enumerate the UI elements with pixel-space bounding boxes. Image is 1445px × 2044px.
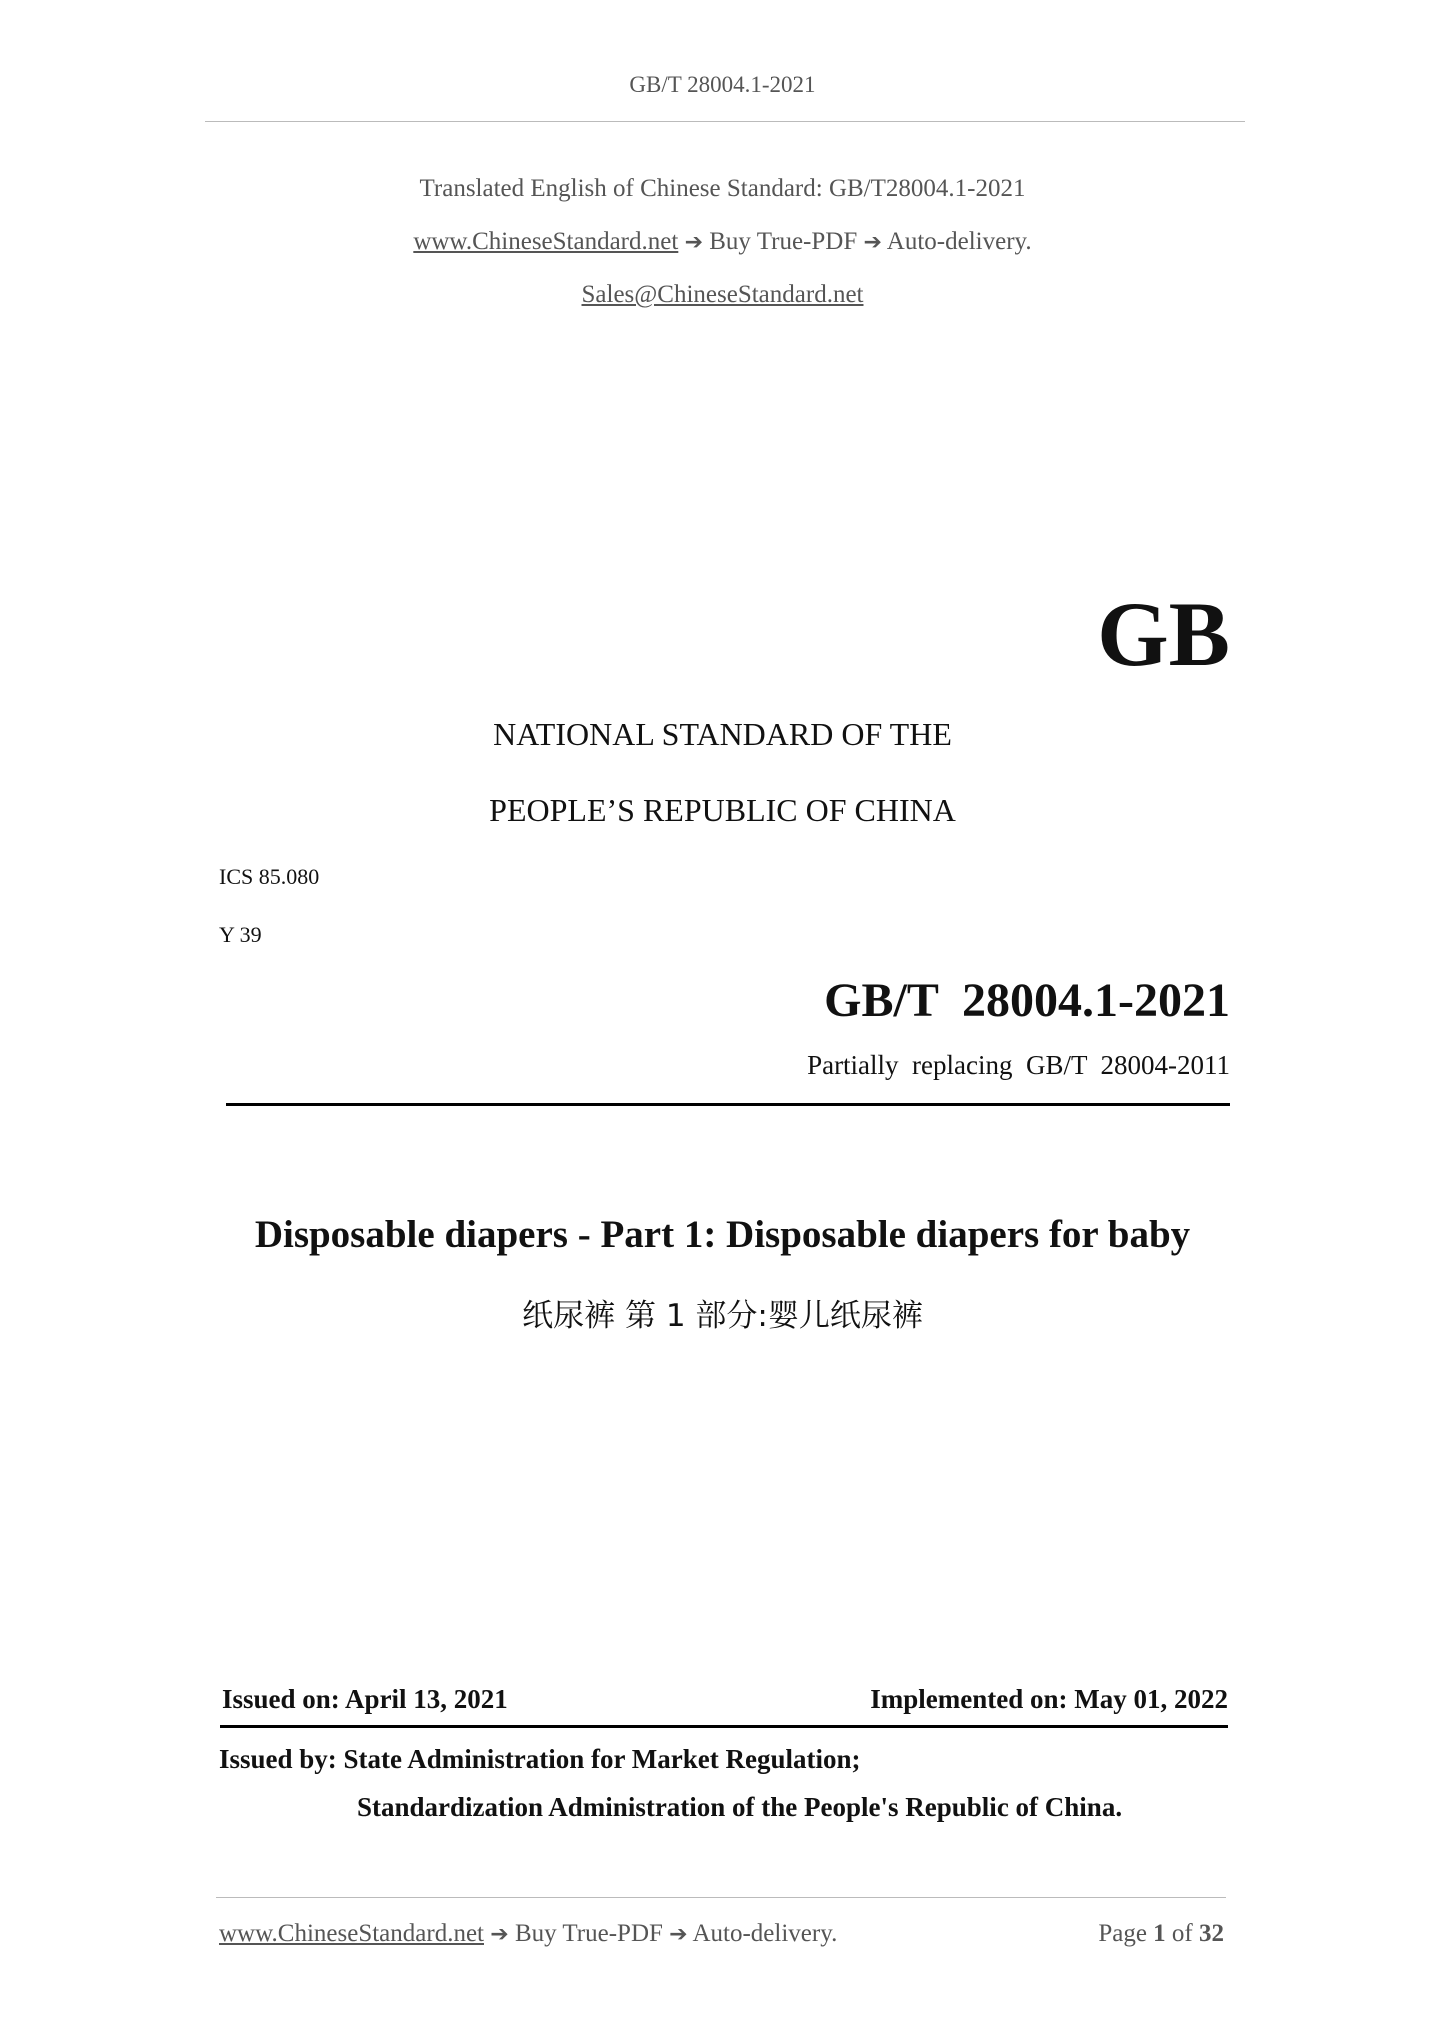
dates-thick-rule [220, 1725, 1228, 1728]
chinese-title: 纸尿裤 第 1 部分:婴儿纸尿裤 [522, 1298, 923, 1334]
banner-email-link[interactable]: Sales@ChineseStandard.net [581, 281, 864, 308]
issued-by-line1: Issued by: State Administration for Market Regulation; [219, 1744, 861, 1774]
footer-rule [216, 1897, 1226, 1898]
banner-email-line [0, 281, 1445, 309]
ics-code: ICS 85.080 [219, 864, 320, 889]
national-standard-line1: NATIONAL STANDARD OF THE [493, 716, 952, 752]
page-of: of [1171, 1920, 1193, 1947]
page-current: 1 [1153, 1920, 1166, 1947]
arrow-right-icon: ➔ [684, 230, 703, 255]
cover-thick-rule [226, 1103, 1230, 1106]
banner-buy-line [0, 228, 1445, 256]
running-header: GB/T 28004.1-2021 [629, 72, 816, 97]
banner-site-link[interactable]: www.ChineseStandard.net [413, 228, 679, 255]
footer-buy-text: Buy True-PDF [514, 1920, 663, 1947]
page-total: 32 [1199, 1920, 1224, 1947]
issued-on-date: Issued on: April 13, 2021 [222, 1684, 508, 1714]
banner-auto-text: Auto-delivery. [886, 228, 1032, 255]
arrow-right-icon: ➔ [863, 230, 882, 255]
ccs-code: Y 39 [219, 922, 262, 947]
banner-buy-text: Buy True-PDF [709, 228, 858, 255]
footer-buy-line [219, 1920, 837, 1948]
arrow-right-icon: ➔ [490, 1922, 509, 1947]
arrow-right-icon: ➔ [669, 1922, 688, 1947]
header-rule [205, 121, 1245, 122]
issued-by-line2: Standardization Administration of the People's Republic of China. [357, 1792, 1123, 1822]
footer-site-link[interactable]: www.ChineseStandard.net [219, 1920, 484, 1947]
national-standard-line2: PEOPLE’S REPUBLIC OF CHINA [489, 792, 956, 828]
english-title: Disposable diapers - Part 1: Disposable diapers for baby [254, 1213, 1191, 1256]
standard-number: GB/T 28004.1-2021 [824, 974, 1230, 1027]
replacing-note: Partially replacing GB/T 28004-2011 [807, 1050, 1230, 1080]
page-label: Page [1098, 1920, 1147, 1947]
footer-auto-text: Auto-delivery. [692, 1920, 838, 1947]
banner-translated-line: Translated English of Chinese Standard: GB/T28004.1-2021 [419, 175, 1026, 202]
page-indicator [1098, 1920, 1224, 1948]
gb-mark: GB [1097, 583, 1230, 685]
implemented-on-date: Implemented on: May 01, 2022 [870, 1684, 1228, 1714]
